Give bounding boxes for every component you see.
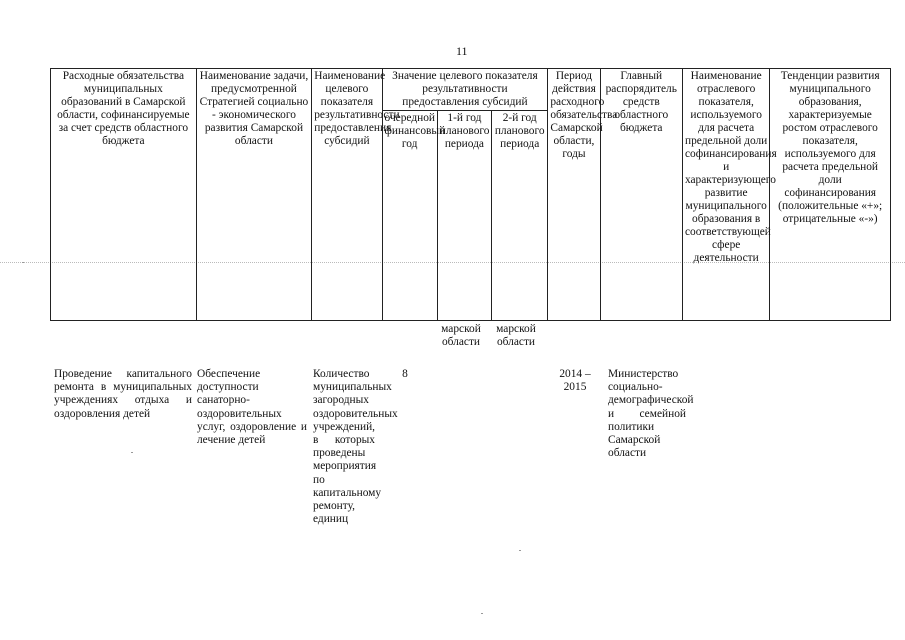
row-obligation: Проведение капитального ремонта в муниципальных учреждениях отдыха и оздоровления детей (54, 368, 192, 420)
scan-speck (519, 550, 521, 551)
header-trends: Тенденции развития муниципального образования, характеризуемые ростом отраслевого показателя, используемого для расчета предельной доли софинансирования (положительные «+»; отрицательные «-») (770, 69, 891, 321)
row-task: Обеспечение доступности санаторно-оздоровительных услуг, оздоровление и лечение детей (197, 368, 307, 447)
row-indicator: Количество муниципальных загородных оздоровительных учреждений, в которых проведены мероприятия по капитальному ремонту, единиц (313, 368, 398, 526)
page-number: 11 (456, 44, 468, 58)
header-current-year: очередной финансовый год (382, 111, 437, 321)
scan-speck (22, 262, 24, 263)
fragment-plan-year-1: марской области (441, 323, 481, 348)
header-obligation: Расходные обязательства муниципальных образований в Самарской области, софинансируемые за счет средств областного бюджета (51, 69, 197, 321)
header-period: Период действия расходного обязательства Самарской области, годы (548, 69, 600, 321)
fragment-plan-year-2: марской области (496, 323, 536, 348)
header-plan-year-1: 1-й год планового периода (437, 111, 491, 321)
scan-speck (481, 613, 483, 614)
row-value: 8 (402, 368, 408, 380)
header-sector-indicator: Наименование отраслевого показателя, используемого для расчета предельной доли софинансирования и характеризующего развитие муниципального образования в соответствующей сфере деятельности (682, 69, 769, 321)
scan-speck (131, 452, 133, 453)
header-indicator-values: Значение целевого показателя результативности предоставления субсидий (382, 69, 548, 111)
header-task: Наименование задачи, предусмотренной Стратегией социально - экономического развития Самарской области (196, 69, 312, 321)
header-distributor: Главный распорядитель средств областного бюджета (600, 69, 682, 321)
header-indicator: Наименование целевого показателя результативности предоставления субсидий (312, 69, 382, 321)
header-plan-year-2: 2-й год планового периода (492, 111, 548, 321)
row-period: 2014 – 2015 (559, 368, 591, 394)
header-table (50, 68, 891, 321)
row-ministry: Министерство социально-демографической и семейной политики Самарской области (608, 368, 694, 460)
